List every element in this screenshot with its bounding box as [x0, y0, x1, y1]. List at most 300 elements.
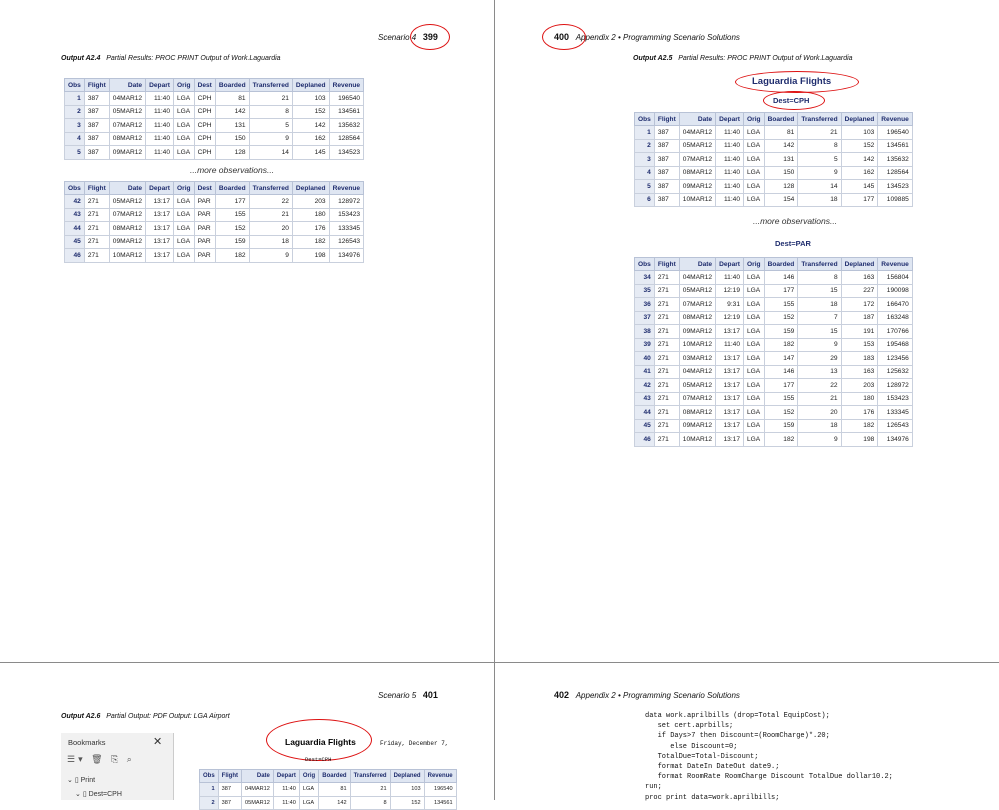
table-cell: 135632	[329, 119, 364, 133]
page-399	[0, 0, 494, 662]
column-header: Date	[679, 258, 715, 271]
table-cell: 04MAR12	[242, 783, 274, 797]
table-cell: 196540	[329, 92, 364, 106]
code-line: format RoomRate RoomCharge Discount TotalDue dollar10.2;	[645, 773, 893, 782]
column-header: Boarded	[764, 113, 798, 126]
proc-print-table-cph	[634, 112, 913, 207]
table-cell: 271	[84, 195, 109, 209]
table-cell: 131	[215, 119, 249, 133]
table-cell: 191	[841, 325, 878, 339]
table-row	[635, 139, 913, 153]
table-cell: 134976	[878, 433, 913, 447]
table-cell: 05MAR12	[109, 105, 145, 119]
table-cell: 18	[798, 298, 841, 312]
bookmark-item-dest[interactable]	[75, 790, 122, 798]
page-number: 400	[554, 32, 570, 42]
column-header: Obs	[65, 182, 85, 195]
by-group-label-cph: Dest=CPH	[773, 96, 810, 105]
table-cell: 196540	[878, 126, 913, 140]
table-cell: 128564	[878, 166, 913, 180]
table-row	[635, 180, 913, 194]
obs-cell: 42	[635, 379, 655, 393]
table-cell: 05MAR12	[242, 796, 274, 810]
table-cell: 07MAR12	[679, 392, 715, 406]
table-cell: 07MAR12	[109, 208, 145, 222]
table-cell: 152	[390, 796, 424, 810]
table-cell: LGA	[744, 338, 765, 352]
table-cell: 20	[249, 222, 292, 236]
column-header: Flight	[654, 258, 679, 271]
table-row	[635, 325, 913, 339]
table-cell: 182	[841, 419, 878, 433]
table-cell: 05MAR12	[679, 284, 715, 298]
table-cell: 387	[218, 783, 241, 797]
caption-label: Output A2.5	[633, 55, 673, 62]
table-cell: 11:40	[146, 105, 174, 119]
table-cell: 387	[654, 153, 679, 167]
table-cell: 271	[84, 222, 109, 236]
table-row	[65, 249, 364, 263]
table-cell: 271	[654, 392, 679, 406]
table-cell: 13:17	[146, 249, 174, 263]
table-row	[65, 92, 364, 106]
table-cell: LGA	[174, 249, 195, 263]
bookmark-icon: ▯	[74, 777, 79, 784]
table-cell: 182	[764, 433, 798, 447]
table-row	[635, 284, 913, 298]
table-cell: 9	[249, 249, 292, 263]
table-cell: 387	[84, 119, 109, 133]
table-cell: 04MAR12	[679, 365, 715, 379]
table-cell: 271	[654, 365, 679, 379]
table-cell: 8	[798, 271, 841, 285]
output-caption	[633, 55, 853, 62]
table-row	[635, 338, 913, 352]
obs-cell: 5	[635, 180, 655, 194]
table-cell: 159	[764, 419, 798, 433]
obs-cell: 43	[65, 208, 85, 222]
table-row	[635, 153, 913, 167]
table-cell: 08MAR12	[679, 406, 715, 420]
obs-cell: 4	[635, 166, 655, 180]
table-cell: LGA	[299, 783, 318, 797]
bookmark-item-print[interactable]	[67, 776, 95, 784]
obs-cell: 2	[200, 796, 219, 810]
table-cell: 09MAR12	[109, 146, 145, 160]
table-row	[65, 235, 364, 249]
table-cell: LGA	[174, 222, 195, 236]
table-cell: 128564	[329, 132, 364, 146]
table-cell: LGA	[174, 208, 195, 222]
running-header-text: Appendix 2 • Programming Scenario Solutions	[575, 691, 740, 700]
table-cell: LGA	[744, 406, 765, 420]
table-cell: 203	[841, 379, 878, 393]
bookmarks-title: Bookmarks	[68, 738, 106, 747]
table-cell: CPH	[194, 92, 215, 106]
table-cell: 156804	[878, 271, 913, 285]
table-cell: 142	[215, 105, 249, 119]
table-cell: 12:19	[716, 284, 744, 298]
table-cell: 146	[764, 271, 798, 285]
table-cell: 159	[215, 235, 249, 249]
caption-label: Output A2.4	[61, 55, 101, 62]
table-cell: 134561	[424, 796, 456, 810]
table-cell: 18	[798, 193, 841, 207]
column-header: Deplaned	[292, 79, 329, 92]
table-cell: LGA	[744, 433, 765, 447]
table-cell: 13	[798, 365, 841, 379]
table-cell: 05MAR12	[679, 379, 715, 393]
table-cell: 128972	[329, 195, 364, 209]
table-row	[635, 352, 913, 366]
table-cell: 11:40	[716, 193, 744, 207]
table-cell: 13:17	[146, 195, 174, 209]
caption-text: Partial Output: PDF Output: LGA Airport	[106, 713, 230, 720]
table-cell: CPH	[194, 132, 215, 146]
table-row	[65, 222, 364, 236]
report-title: Laguardia Flights	[752, 76, 832, 87]
table-cell: 203	[292, 195, 329, 209]
options-icon[interactable]: ☰▾	[67, 754, 86, 764]
table-cell: 190098	[878, 284, 913, 298]
table-cell: LGA	[174, 105, 195, 119]
table-cell: 145	[841, 180, 878, 194]
obs-cell: 2	[635, 139, 655, 153]
table-cell: 177	[841, 193, 878, 207]
column-header: Orig	[744, 113, 765, 126]
table-row	[200, 796, 457, 810]
table-cell: 187	[841, 311, 878, 325]
obs-cell: 37	[635, 311, 655, 325]
code-line: else Discount=0;	[645, 742, 738, 751]
table-cell: 11:40	[146, 92, 174, 106]
obs-cell: 35	[635, 284, 655, 298]
table-row	[635, 298, 913, 312]
table-cell: 153423	[878, 392, 913, 406]
table-cell: PAR	[194, 208, 215, 222]
table-cell: 387	[218, 796, 241, 810]
table-cell: 7	[798, 311, 841, 325]
table-cell: 152	[764, 406, 798, 420]
table-cell: 271	[654, 338, 679, 352]
column-header: Revenue	[329, 79, 364, 92]
table-cell: 18	[249, 235, 292, 249]
sas-code-block	[645, 711, 893, 803]
table-cell: 196540	[424, 783, 456, 797]
table-cell: 155	[764, 392, 798, 406]
table-header-row	[65, 79, 364, 92]
column-header: Transferred	[798, 258, 841, 271]
output-caption	[61, 55, 281, 62]
table-cell: 103	[841, 126, 878, 140]
proc-print-table-top	[64, 78, 364, 160]
bookmark-label: Print	[80, 777, 96, 784]
table-cell: LGA	[744, 180, 765, 194]
table-row	[635, 271, 913, 285]
table-cell: 126543	[878, 419, 913, 433]
table-header-row	[65, 182, 364, 195]
table-cell: 07MAR12	[679, 153, 715, 167]
obs-cell: 3	[635, 153, 655, 167]
table-cell: 109885	[878, 193, 913, 207]
table-cell: CPH	[194, 105, 215, 119]
table-cell: 81	[764, 126, 798, 140]
proc-print-table-par	[634, 257, 913, 447]
table-cell: LGA	[744, 166, 765, 180]
table-cell: 11:40	[146, 146, 174, 160]
table-cell: 123456	[878, 352, 913, 366]
table-cell: 177	[764, 379, 798, 393]
more-observations-note: ...more observations...	[753, 216, 838, 226]
table-cell: 163248	[878, 311, 913, 325]
table-cell: 10MAR12	[679, 193, 715, 207]
code-line: TotalDue=Total-Discount;	[645, 752, 759, 761]
table-row	[635, 433, 913, 447]
table-cell: 227	[841, 284, 878, 298]
table-cell: LGA	[744, 139, 765, 153]
table-cell: 155	[215, 208, 249, 222]
table-cell: 162	[841, 166, 878, 180]
obs-cell: 2	[65, 105, 85, 119]
table-cell: 13:17	[716, 433, 744, 447]
table-cell: 271	[84, 208, 109, 222]
table-cell: PAR	[194, 235, 215, 249]
table-cell: 08MAR12	[679, 166, 715, 180]
table-cell: 135632	[878, 153, 913, 167]
obs-cell: 44	[635, 406, 655, 420]
table-cell: 154	[764, 193, 798, 207]
table-cell: 159	[764, 325, 798, 339]
table-cell: LGA	[744, 126, 765, 140]
table-cell: 10MAR12	[679, 338, 715, 352]
page-400	[495, 0, 999, 662]
table-cell: 271	[84, 235, 109, 249]
table-header-row	[200, 770, 457, 783]
table-cell: 183	[841, 352, 878, 366]
table-row	[635, 392, 913, 406]
table-row	[635, 193, 913, 207]
table-cell: 07MAR12	[679, 298, 715, 312]
table-cell: LGA	[744, 271, 765, 285]
table-cell: 5	[798, 153, 841, 167]
page-number: 399	[422, 32, 438, 42]
table-cell: PAR	[194, 222, 215, 236]
column-header: Flight	[218, 770, 241, 783]
pdf-by-group-label: Dest=CPH	[305, 756, 332, 763]
table-cell: 142	[319, 796, 350, 810]
running-header-text: Scenario 5	[378, 691, 417, 700]
table-cell: LGA	[744, 153, 765, 167]
column-header: Boarded	[215, 79, 249, 92]
column-header: Obs	[200, 770, 219, 783]
column-header: Obs	[635, 113, 655, 126]
table-cell: LGA	[299, 796, 318, 810]
new-bookmark-icon[interactable]: ⎘	[111, 754, 122, 764]
table-cell: 142	[292, 119, 329, 133]
chevron-down-icon: ⌄	[67, 777, 73, 784]
column-header: Revenue	[878, 258, 913, 271]
table-cell: 271	[654, 325, 679, 339]
table-cell: 146	[764, 365, 798, 379]
table-cell: 387	[84, 105, 109, 119]
column-header: Depart	[146, 79, 174, 92]
table-cell: 5	[249, 119, 292, 133]
table-cell: 29	[798, 352, 841, 366]
column-header: Deplaned	[841, 258, 878, 271]
table-cell: 142	[841, 153, 878, 167]
column-header: Dest	[194, 182, 215, 195]
table-cell: 09MAR12	[109, 235, 145, 249]
table-cell: LGA	[744, 193, 765, 207]
table-cell: 22	[249, 195, 292, 209]
table-cell: 176	[292, 222, 329, 236]
table-cell: 04MAR12	[109, 92, 145, 106]
table-cell: 177	[764, 284, 798, 298]
running-header-text: Appendix 2 • Programming Scenario Solutions	[575, 33, 740, 42]
table-cell: LGA	[744, 298, 765, 312]
table-cell: 271	[654, 352, 679, 366]
table-cell: LGA	[744, 352, 765, 366]
code-line: data work.aprilbills (drop=Total EquipCost);	[645, 712, 830, 720]
table-cell: 271	[654, 271, 679, 285]
table-cell: 11:40	[716, 166, 744, 180]
column-header: Date	[109, 182, 145, 195]
column-header: Depart	[146, 182, 174, 195]
table-cell: 13:17	[716, 392, 744, 406]
table-cell: 11:40	[146, 132, 174, 146]
table-cell: 387	[654, 193, 679, 207]
table-cell: 13:17	[716, 365, 744, 379]
column-header: Depart	[273, 770, 299, 783]
delete-icon[interactable]: 🗑	[91, 754, 106, 764]
column-header: Transferred	[798, 113, 841, 126]
table-cell: 128972	[878, 379, 913, 393]
table-cell: LGA	[744, 419, 765, 433]
table-cell: 134523	[878, 180, 913, 194]
output-caption	[61, 713, 230, 720]
table-cell: 128	[215, 146, 249, 160]
table-cell: 13:17	[716, 406, 744, 420]
table-cell: 170766	[878, 325, 913, 339]
column-header: Boarded	[215, 182, 249, 195]
column-header: Orig	[299, 770, 318, 783]
table-header-row	[635, 113, 913, 126]
page-number: 402	[554, 690, 570, 700]
table-cell: 152	[292, 105, 329, 119]
table-cell: 08MAR12	[109, 132, 145, 146]
table-cell: 9	[798, 166, 841, 180]
obs-cell: 38	[635, 325, 655, 339]
running-header-text: Scenario 4	[378, 33, 417, 42]
pdf-date-line: Friday, December 7,	[380, 740, 449, 747]
table-cell: 11:40	[273, 796, 299, 810]
column-header: Flight	[84, 182, 109, 195]
table-row	[200, 783, 457, 797]
obs-cell: 45	[65, 235, 85, 249]
table-cell: 13:17	[716, 419, 744, 433]
table-cell: 128	[764, 180, 798, 194]
table-cell: 15	[798, 325, 841, 339]
table-cell: 166470	[878, 298, 913, 312]
table-cell: 198	[292, 249, 329, 263]
table-cell: 21	[249, 92, 292, 106]
column-header: Date	[109, 79, 145, 92]
bookmark-label: Dest=CPH	[88, 791, 122, 798]
table-cell: 142	[764, 139, 798, 153]
table-cell: 387	[654, 139, 679, 153]
table-cell: 387	[84, 132, 109, 146]
code-line: run;	[645, 783, 662, 792]
table-cell: 134523	[329, 146, 364, 160]
table-row	[635, 365, 913, 379]
table-cell: 155	[764, 298, 798, 312]
table-cell: 13:17	[146, 235, 174, 249]
obs-cell: 46	[65, 249, 85, 263]
obs-cell: 36	[635, 298, 655, 312]
table-cell: 11:40	[716, 153, 744, 167]
close-icon[interactable]: ✕	[153, 736, 163, 748]
table-cell: 21	[798, 392, 841, 406]
table-row	[65, 146, 364, 160]
obs-cell: 1	[200, 783, 219, 797]
column-header: Boarded	[764, 258, 798, 271]
page-402	[495, 663, 999, 800]
table-cell: 152	[764, 311, 798, 325]
obs-cell: 42	[65, 195, 85, 209]
table-cell: 387	[654, 166, 679, 180]
table-cell: LGA	[174, 92, 195, 106]
table-cell: 271	[654, 311, 679, 325]
table-cell: 81	[215, 92, 249, 106]
table-cell: 125632	[878, 365, 913, 379]
caption-label: Output A2.6	[61, 713, 101, 720]
table-cell: 07MAR12	[109, 119, 145, 133]
column-header: Transferred	[249, 79, 292, 92]
table-cell: 176	[841, 406, 878, 420]
table-cell: 271	[84, 249, 109, 263]
table-cell: 14	[249, 146, 292, 160]
pdf-bookmarks-pane	[61, 733, 174, 800]
table-cell: 103	[292, 92, 329, 106]
column-header: Date	[242, 770, 274, 783]
table-cell: 150	[764, 166, 798, 180]
column-header: Transferred	[249, 182, 292, 195]
table-cell: 152	[215, 222, 249, 236]
column-header: Dest	[194, 79, 215, 92]
column-header: Orig	[744, 258, 765, 271]
table-cell: 271	[654, 298, 679, 312]
code-line: format DateIn DateOut date9.;	[645, 763, 780, 772]
table-cell: 182	[764, 338, 798, 352]
table-cell: 13:17	[716, 352, 744, 366]
table-cell: 10MAR12	[109, 249, 145, 263]
caption-text: Partial Results: PROC PRINT Output of Work.Laguardia	[678, 55, 853, 62]
running-header	[378, 690, 438, 700]
table-cell: 21	[249, 208, 292, 222]
table-cell: 13:17	[716, 325, 744, 339]
table-cell: 09MAR12	[679, 180, 715, 194]
obs-cell: 40	[635, 352, 655, 366]
caption-text: Partial Results: PROC PRINT Output of Work.Laguardia	[106, 55, 281, 62]
table-cell: LGA	[744, 365, 765, 379]
running-header	[554, 32, 740, 42]
table-cell: 133345	[878, 406, 913, 420]
table-cell: 08MAR12	[109, 222, 145, 236]
find-bookmark-icon[interactable]: ⌕	[126, 754, 135, 764]
table-cell: LGA	[174, 195, 195, 209]
column-header: Flight	[84, 79, 109, 92]
column-header: Deplaned	[390, 770, 424, 783]
